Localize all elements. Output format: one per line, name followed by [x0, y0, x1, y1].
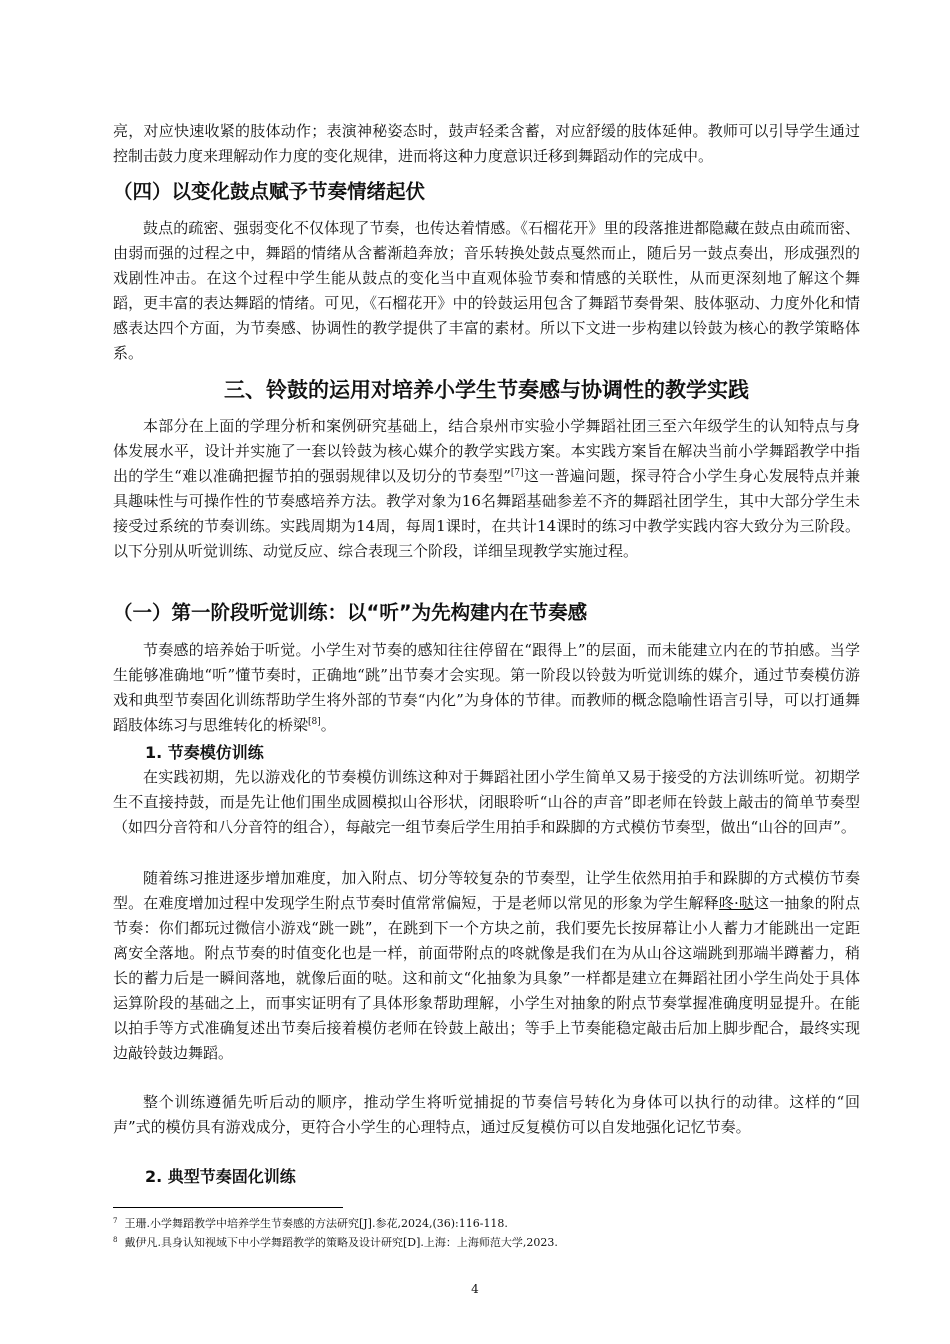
footnote-7-text: 王珊.小学舞蹈教学中培养学生节奏感的方法研究[J].参花,2024,(36):116-118. — [124, 1217, 508, 1230]
imitation-text-2: 这一抽象的附点节奏：你们都玩过微信小游戏“跳一跳”，在跳到下一个方块之前，我们要先长按屏幕让小人蓄力才能跳出一定距离安全落地。附点节奏的时值变化也是一样，前面带附点的咚就像是我们在为从山谷这端跳到那端半蹲蓄力，稍长的蓄力后是一瞬间落地，就像后面的哒。这和前文“化抽象为具象”一样都是建立在舞蹈社团小学生尚处于具体运算阶段的基础之上，而事实证明有了具体形象帮助理解，小学生对抽象的附点节奏掌握准确度明显提升。在能以拍手等方式准确复述出节奏后接着模仿老师在铃鼓上敲出；等手上节奏能稳定敲击后加上脚步配合，最终实现边敲铃鼓边舞蹈。 — [113, 894, 860, 1062]
subheading-rhythm-imitation: 1. 节奏模仿训练 — [145, 743, 264, 762]
citation-8[interactable]: [8] — [308, 717, 321, 727]
footnote-8 — [113, 1235, 873, 1251]
paragraph-drum-emotion: 鼓点的疏密、强弱变化不仅体现了节奏，也传达着情感。《石榴花开》里的段落推进都隐藏在鼓点由疏而密、由弱而强的过程之中，舞蹈的情绪从含蓄渐趋奔放；音乐转换处鼓点戛然而止，随后另一鼓点奏出，形成强烈的戏剧性冲击。在这个过程中学生能从鼓点的变化当中直观体验节奏和情感的关联性，从而更深刻地了解这个舞蹈，更丰富的表达舞蹈的情绪。可见，《石榴花开》中的铃鼓运用包含了舞蹈节奏骨架、肢体驱动、力度外化和情感表达四个方面，为节奏感、协调性的教学提供了丰富的素材。所以下文进一步构建以铃鼓为核心的教学策略体系。 — [113, 219, 860, 362]
page-number: 4 — [471, 1282, 479, 1296]
section-heading-3: 三、铃鼓的运用对培养小学生节奏感与协调性的教学实践 — [224, 378, 749, 402]
footnote-divider — [113, 1207, 343, 1208]
intro-text-2: 这一普遍问题，探寻符合小学生身心发展特点并兼具趣味性与可操作性的节奏感培养方法。教学对象为16名舞蹈基础参差不齐的舞蹈社团学生，其中大部分学生未接受过系统的节奏训练。实践周期为14周，每周1课时，在共计14课时的练习中教学实践内容大致分为三阶段。以下分别从听觉训练、动觉反应、综合表现三个阶段，详细呈现教学实施过程。 — [113, 467, 860, 560]
paragraph-stage1-intro — [113, 638, 860, 738]
paragraph-continued: 亮，对应快速收紧的肢体动作；表演神秘姿态时，鼓声轻柔含蓄，对应舒缓的肢体延伸。教师可以引导学生通过控制击鼓力度来理解动作力度的变化规律，进而将这种力度意识迁移到舞蹈动作的完成中。 — [113, 122, 860, 165]
footnote-8-text: 戴伊凡.具身认知视域下中小学舞蹈教学的策略及设计研究[D].上海：上海师范大学,2023. — [124, 1236, 558, 1249]
imitation-text-1: 随着练习推进逐步增加难度，加入附点、切分等较复杂的节奏型，让学生依然用拍手和跺脚的方式模仿节奏型。在难度增加过程中发现学生附点节奏时值常常偏短，于是老师以常见的形象为学生解释 — [113, 869, 860, 912]
paragraph-imitation-3: 整个训练遵循先听后动的顺序，推动学生将听觉捕捉的节奏信号转化为身体可以执行的动律。这样的“回声”式的模仿具有游戏成分，更符合小学生的心理特点，通过反复模仿可以自发地强化记忆节奏。 — [113, 1093, 860, 1136]
dotted-rhythm-term: 咚·哒 — [718, 894, 755, 912]
stage1-text-2: 。 — [320, 716, 336, 734]
footnote-mark-8: 8 — [113, 1236, 118, 1244]
stage1-text-1: 节奏感的培养始于听觉。小学生对节奏的感知往往停留在“跟得上”的层面，而未能建立内在的节拍感。当学生能够准确地“听”懂节奏时，正确地“跳”出节奏才会实现。第一阶段以铃鼓为听觉训练的媒介，通过节奏模仿游戏和典型节奏固化训练帮助学生将外部的节奏“内化”为身体的节律。而教师的概念隐喻性语言引导，可以打通舞蹈肢体练习与思维转化的桥梁 — [113, 641, 860, 734]
paragraph-imitation-1: 在实践初期，先以游戏化的节奏模仿训练这种对于舞蹈社团小学生简单又易于接受的方法训练听觉。初期学生不直接持鼓，而是先让他们围坐成圆模拟山谷形状，闭眼聆听“山谷的声音”即老师在铃鼓上敲击的简单节奏型（如四分音符和八分音符的组合），每敲完一组节奏后学生用拍手和跺脚的方式模仿节奏型，做出“山谷的回声”。 — [113, 768, 860, 836]
subsection-heading-4: （四）以变化鼓点赋予节奏情绪起伏 — [113, 180, 426, 203]
stage1-heading: （一）第一阶段听觉训练：以“听”为先构建内在节奏感 — [113, 601, 588, 624]
citation-7[interactable]: [7] — [510, 468, 524, 478]
footnote-7 — [113, 1216, 873, 1232]
intro-text-1: 本部分在上面的学理分析和案例研究基础上，结合泉州市实验小学舞蹈社团三至六年级学生的认知特点与身体发展水平，设计并实施了一套以铃鼓为核心媒介的教学实践方案。本实践方案旨在解决当前小学舞蹈教学中指出的学生“难以准确把握节拍的强弱规律以及切分的节奏型” — [113, 417, 860, 485]
subheading-rhythm-consolidation: 2. 典型节奏固化训练 — [145, 1167, 296, 1186]
paragraph-section-intro — [113, 414, 860, 564]
paragraph-imitation-2 — [113, 866, 860, 1066]
footnote-mark-7: 7 — [113, 1217, 118, 1225]
